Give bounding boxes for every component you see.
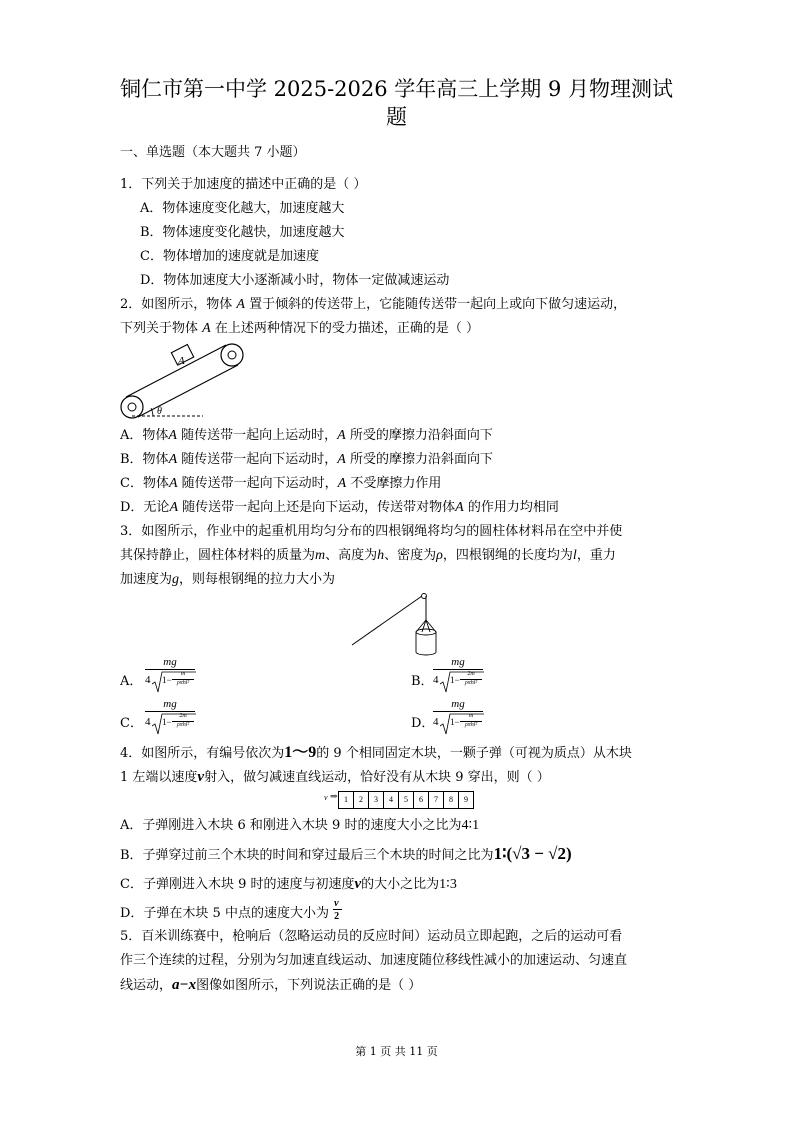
wood-block: 2 — [353, 792, 368, 808]
q1-stem: 1．下列关于加速度的描述中正确的是（ ） — [120, 177, 367, 192]
section-heading: 一、单选题（本大题共 7 小题） — [120, 145, 306, 160]
wood-block: 4 — [383, 792, 398, 808]
q5-stem-line2: 作三个连续的过程，分别为匀加速直线运动、加速度随位移线性减小的加速运动、匀速直 — [120, 953, 628, 968]
wood-block: 3 — [368, 792, 383, 808]
page-title-line2: 题 — [386, 105, 407, 129]
q3-stem-line2: 其保持静止，圆柱体材料的质量为m、高度为h、密度为ρ，四根钢绳的长度均为l，重力 — [120, 548, 616, 563]
q5-stem-line3: 线运动，a−x图像如图所示，下列说法正确的是（ ） — [120, 977, 422, 993]
q2-option-b[interactable]: B．物体A 随传送带一起向下运动时，A 所受的摩擦力沿斜面向下 — [120, 452, 493, 467]
q3-option-c-formula[interactable]: mg 4 1− 2m ρπhl² — [145, 698, 195, 738]
block-label: A — [178, 355, 185, 367]
q2-option-a[interactable]: A．物体A 随传送带一起向上运动时，A 所受的摩擦力沿斜面向下 — [120, 428, 493, 443]
q1-option-c[interactable]: C．物体增加的速度就是加速度 — [140, 249, 319, 264]
bullet-arrow-icon: ⇒ — [330, 792, 338, 802]
q2-option-d[interactable]: D．无论A 随传送带一起向上还是向下运动，传送带对物体A 的作用力均相同 — [120, 500, 559, 515]
wood-block: 9 — [458, 792, 473, 808]
q4-stem-line2: 1 左端以速度v射入，做匀减速直线运动，恰好没有从木块 9 穿出，则（ ） — [120, 769, 550, 785]
q3-stem-line3: 加速度为g，则每根钢绳的拉力大小为 — [120, 572, 336, 587]
q4-option-b[interactable]: B．子弹穿过前三个木块的时间和穿过最后三个木块的时间之比为1∶(√3 − √2) — [120, 844, 572, 863]
q1-option-d[interactable]: D．物体加速度大小逐渐减小时，物体一定做减速运动 — [140, 273, 450, 288]
q2-option-c[interactable]: C．物体A 随传送带一起向下运动时，A 不受摩擦力作用 — [120, 476, 442, 491]
crane-figure — [350, 590, 450, 660]
q1-option-b[interactable]: B．物体速度变化越快，加速度越大 — [140, 225, 345, 240]
q4-option-c[interactable]: C．子弹刚进入木块 9 时的速度与初速度v的大小之比为1∶3 — [120, 876, 457, 892]
q1-option-a[interactable]: A．物体速度变化越大，加速度越大 — [140, 201, 345, 216]
wood-blocks-figure — [324, 791, 474, 809]
q3-stem-line1: 3．如图所示，作业中的起重机用均匀分布的四根钢绳将均匀的圆柱体材料吊在空中并使 — [120, 524, 623, 539]
q3-option-d-formula[interactable]: mg 4 1− m ρπhl² — [433, 698, 483, 738]
q3-option-b-label[interactable]: B． — [411, 674, 434, 689]
q2-stem-line2: 下列关于物体 A 在上述两种情况下的受力描述，正确的是（ ） — [120, 321, 479, 336]
q4-option-d-fraction: $\frac{v}{2}$ — [333, 903, 343, 921]
page-title-line1: 铜仁市第一中学 2025-2026 学年高三上学期 9 月物理测试 — [119, 77, 674, 101]
q4-option-d[interactable]: D．子弹在木块 5 中点的速度大小为 $\frac{v}{2}$ — [120, 903, 343, 922]
wood-block: 8 — [443, 792, 458, 808]
wood-block: 7 — [428, 792, 443, 808]
angle-label: θ — [157, 406, 162, 417]
wood-block: 1 — [344, 795, 348, 804]
q2-stem-line1: 2．如图所示，物体 A 置于倾斜的传送带上，它能随传送带一起向上或向下做匀速运动， — [120, 297, 627, 312]
wood-block: 6 — [413, 792, 428, 808]
q4-stem-line1: 4．如图所示，有编号依次为1～9的 9 个相同固定木块，一颗子弹（可视为质点）从木块 — [120, 744, 632, 761]
page-footer: 第 1 页 共 11 页 — [355, 1045, 438, 1058]
conveyor-belt-figure — [115, 340, 255, 422]
q3-option-a-label[interactable]: A． — [120, 674, 143, 689]
q3-option-c-label[interactable]: C． — [120, 716, 143, 731]
bullet-velocity-label: v — [324, 793, 328, 802]
q3-option-a-formula[interactable]: mg 4 1− m ρπhl² — [145, 656, 195, 696]
q4-option-a[interactable]: A．子弹刚进入木块 6 和刚进入木块 9 时的速度大小之比为4∶1 — [120, 818, 480, 833]
q5-stem-line1: 5．百米训练赛中，枪响后（忽略运动员的反应时间）运动员立即起跑，之后的运动可看 — [120, 929, 623, 944]
wood-block: 5 — [398, 792, 413, 808]
q3-option-b-formula[interactable]: mg 4 1− 2m ρπhl² — [433, 656, 483, 696]
q3-option-d-label[interactable]: D． — [411, 716, 435, 731]
